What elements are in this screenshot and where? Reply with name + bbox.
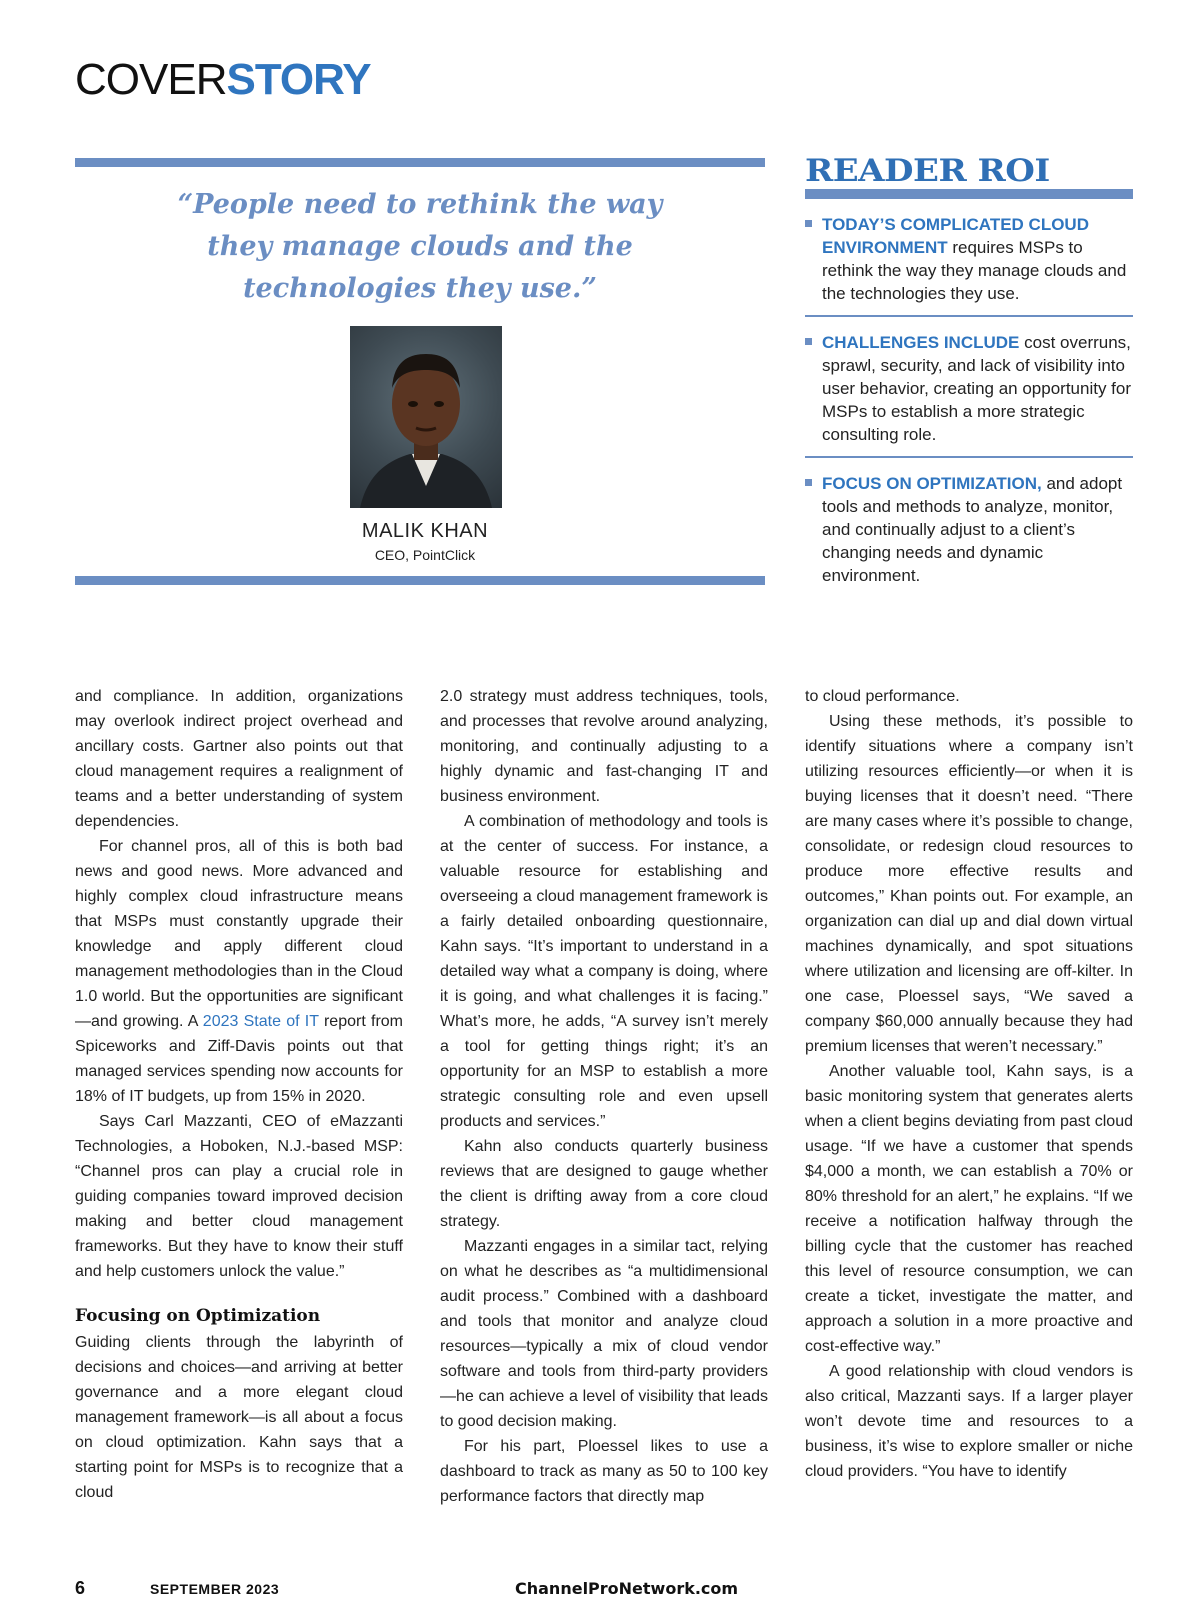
roi-divider — [805, 315, 1133, 317]
article-subhead: Focusing on Optimization — [75, 1306, 321, 1326]
section-title — [75, 55, 371, 104]
reader-roi-title: READER ROI — [805, 153, 1050, 190]
state-of-it-link[interactable]: 2023 State of IT — [202, 1013, 319, 1030]
article-paragraph: Says Carl Mazzanti, CEO of eMazzanti Technologies, a Hoboken, N.J.-based MSP: “Channel pros can play a crucial role in guiding companies toward improved decision making and better cloud management frameworks. But they have to know their stuff and help customers unlock the value.” — [75, 1113, 403, 1280]
article-text: report from Spiceworks and Ziff-Davis points out that managed services spending now accounts for 18% of IT budgets, up from 15% in 2020. — [75, 1013, 404, 1105]
roi-item-lead: CHALLENGES INCLUDE — [822, 333, 1020, 352]
section-title-story: STORY — [226, 55, 371, 104]
article-paragraph: Mazzanti engages in a similar tact, relying on what he describes as “a multidimensional audit process.” Combined with a dashboard and tools that monitor and analyze cloud resources—typically a mix of cloud vendor software and tools from third-party providers—he can achieve a level of visibility that leads to good decision making. — [440, 1238, 768, 1430]
reader-roi-rule — [805, 189, 1133, 199]
roi-item-lead: TODAY’S COMPLICATED CLOUD ENVIRONMENT — [822, 215, 1089, 257]
pull-quote-box — [75, 158, 765, 586]
article-paragraph: A good relationship with cloud vendors is also critical, Mazzanti says. If a larger player won’t devote time and resources to a business, it’s wise to explore smaller or niche cloud providers. “You have to identify — [805, 1363, 1133, 1480]
roi-item — [805, 472, 1133, 587]
roi-divider — [805, 456, 1133, 458]
portrait-silhouette — [350, 326, 502, 508]
article-column-3 — [805, 684, 1133, 1484]
article-paragraph — [75, 834, 403, 1109]
article-paragraph: to cloud performance. — [805, 688, 960, 705]
roi-item-text: and adopt tools and methods to analyze, monitor, and continually adjust to a client’s changing needs and dynamic environment. — [822, 474, 1123, 585]
article-text: For channel pros, all of this is both bad news and good news. More advanced and highly complex cloud infrastructure means that MSPs must constantly upgrade their knowledge and apply different cloud management methodologies than in the Cloud 1.0 world. But the opportunities are significant—and growing. A — [75, 838, 403, 1030]
roi-item — [805, 331, 1133, 446]
page-number: 6 — [75, 1578, 86, 1598]
article-paragraph: A combination of methodology and tools is at the center of success. For instance, a valuable resource for establishing and overseeing a cloud management framework is a fairly detailed onboarding questionnaire, Kahn says. “It’s important to understand in a detailed way what a company is doing, where it is going, and what challenges it is facing.” What’s more, he adds, “A survey isn’t merely a tool for getting things right; it’s an opportunity for an MSP to establish a more strategic consulting role and even upsell products and services.” — [440, 813, 768, 1130]
article-paragraph: Using these methods, it’s possible to identify situations where a company isn’t utilizing resources efficiently—or when it is buying licenses that it doesn’t need. “There are many cases where it’s possible to change, consolidate, or redesign cloud resources to produce more effective results and outcomes,” Khan points out. For example, an organization can dial up and dial down virtual machines dynamically, and spot situations where utilization and licensing are off-kilter. In one case, Ploessel says, “We saved a company $60,000 annually because they had premium licenses that weren’t necessary.” — [805, 713, 1133, 1055]
article-paragraph: and compliance. In addition, organizations may overlook indirect project overhead and ancillary costs. Gartner also points out that cloud management requires a realignment of teams and a better understanding of system dependencies. — [75, 688, 403, 830]
reader-roi-sidebar — [805, 155, 1133, 587]
article-column-2 — [440, 684, 768, 1509]
roi-item-text: cost overruns, sprawl, security, and lack of visibility into user behavior, creating an opportunity for MSPs to establish a more strategic consulting role. — [822, 333, 1132, 444]
roi-item-text: requires MSPs to rethink the way they manage clouds and the technologies they use. — [822, 238, 1127, 303]
pull-quote-top-rule — [75, 158, 765, 167]
article-paragraph: Guiding clients through the labyrinth of decisions and choices—and arriving at better governance and a more elegant cloud management framework—is all about a focus on cloud optimization. Kahn says that a starting point for MSPs is to recognize that a cloud — [75, 1334, 403, 1501]
square-bullet-icon — [805, 338, 812, 345]
roi-item — [805, 213, 1133, 305]
pull-quote-bottom-rule — [75, 576, 765, 585]
portrait-photo — [350, 326, 502, 508]
quote-person-name: MALIK KHAN — [361, 520, 489, 542]
article-paragraph: Another valuable tool, Kahn says, is a basic monitoring system that generates alerts when a client begins deviating from past cloud usage. “If we have a customer that spends $4,000 a month, we can establish a 70% or 80% threshold for an alert,” he explains. “If we receive a notification halfway through the billing cycle that the customer has reached this level of resource consumption, we can create a ticket, investigate the matter, and approach a solution in a more proactive and cost-effective way.” — [805, 1063, 1133, 1355]
article-column-1 — [75, 684, 403, 1505]
article-paragraph: 2.0 strategy must address techniques, tools, and processes that revolve around analyzing, monitoring, and continually adjusting to a highly dynamic and fast-changing IT and business environment. — [440, 688, 768, 805]
article-paragraph: Kahn also conducts quarterly business reviews that are designed to gauge whether the client is drifting away from a core cloud strategy. — [440, 1138, 768, 1230]
article-paragraph: For his part, Ploessel likes to use a dashboard to track as many as 50 to 100 key performance factors that directly map — [440, 1438, 768, 1505]
square-bullet-icon — [805, 220, 812, 227]
quote-person-title: CEO, PointClick — [374, 547, 476, 563]
section-title-cover: COVER — [75, 55, 227, 104]
roi-item-lead: FOCUS ON OPTIMIZATION, — [822, 474, 1042, 493]
pull-quote-text: “People need to rethink the way they manage clouds and the technologies they use.” — [177, 189, 663, 304]
site-url[interactable]: ChannelProNetwork.com — [515, 1579, 739, 1598]
square-bullet-icon — [805, 479, 812, 486]
issue-date: SEPTEMBER 2023 — [150, 1581, 280, 1597]
